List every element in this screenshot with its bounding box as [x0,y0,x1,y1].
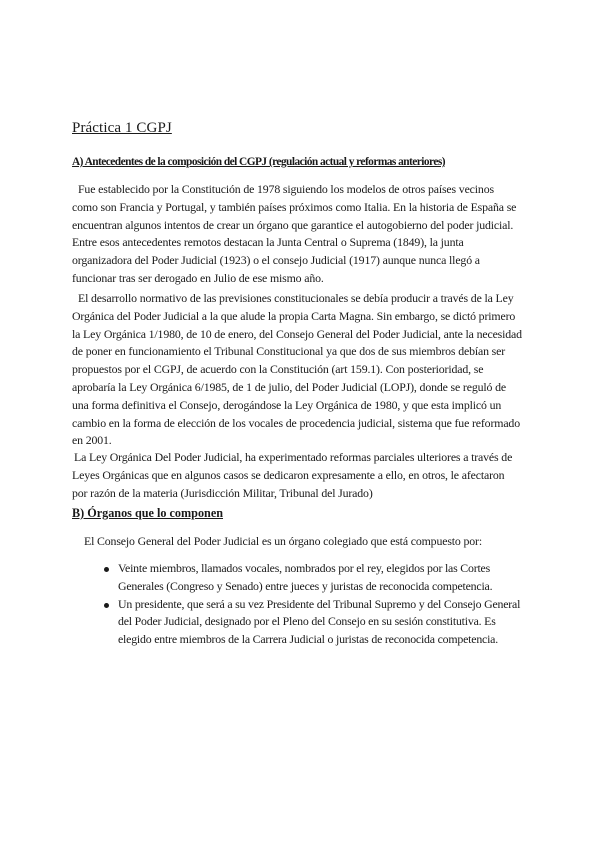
section-b-heading: B) Órganos que lo componen [72,506,224,520]
section-a-heading: A) Antecedentes de la composición del CGPJ (regulación actual y reformas anteriores) [72,156,445,168]
list-item-text: Veinte miembros, llamados vocales, nombrados por el rey, elegidos por las Cortes Generales (Congreso y Senado) entre jueces y juristas de reconocida competencia. [118,561,493,593]
section-a-paragraph-2: El desarrollo normativo de las previsiones constitucionales se debía producir a través de la Ley Orgánica del Poder Judicial a la que alude la propia Carta Magna. Sin embargo, se dictó primero la Ley Orgánica 1/1980, de 10 de enero, del Consejo General del Poder Judicial, ante la necesidad de poner en funcionamiento el Tribunal Constitucional ya que dos de sus miembros debían ser propuestos por el CGPJ, de acuerdo con la Constitución (art 159.1). Con posterioridad, se aprobaría la Ley Orgánica 6/1985, de 1 de julio, del Poder Judicial (LOPJ), donde se reguló de una forma definitiva el Consejo, derogándose la Ley Orgánica de 1980, y que esta implicó un cambio en la forma de elección de los vocales de procedencia judicial, sistema que fue reformado en 2001. [72,291,522,448]
section-a-paragraph-3: La Ley Orgánica Del Poder Judicial, ha experimentado reformas parciales ulteriores a través de Leyes Orgánicas que en algunos casos se dedicaron expresamente a ello, en otros, le afectaron por razón de la materia (Jurisdicción Militar, Tribunal del Jurado) [72,450,513,500]
list-item [94,560,524,596]
composition-list [94,560,524,649]
section-a-paragraph-1: Fue establecido por la Constitución de 1978 siguiendo los modelos de otros países vecinos como son Francia y Portugal, y también países próximos como Italia. En la historia de España se encuentran algunos intentos de crear un órgano que garantice el autogobierno del poder judicial. Entre esos antecedentes remotos destacan la Junta Central o Suprema (1849), la junta organizadora del Poder Judicial (1923) o el consejo Judicial (1917) aunque nunca llegó a funcionar tras ser derogado en Julio de ese mismo año. [72,182,517,285]
bullet-icon [104,603,109,608]
section-b-intro: El Consejo General del Poder Judicial es un órgano colegiado que está compuesto por: [84,534,482,548]
list-item-text: Un presidente, que será a su vez Presidente del Tribunal Supremo y del Consejo General del Poder Judicial, designado por el Pleno del Consejo en su sesión constitutiva. Es elegido entre miembros de la Carrera Judicial o juristas de reconocida competencia. [118,596,521,647]
document-title: Práctica 1 CGPJ [72,120,172,136]
list-item [94,596,524,649]
bullet-icon [104,567,109,572]
